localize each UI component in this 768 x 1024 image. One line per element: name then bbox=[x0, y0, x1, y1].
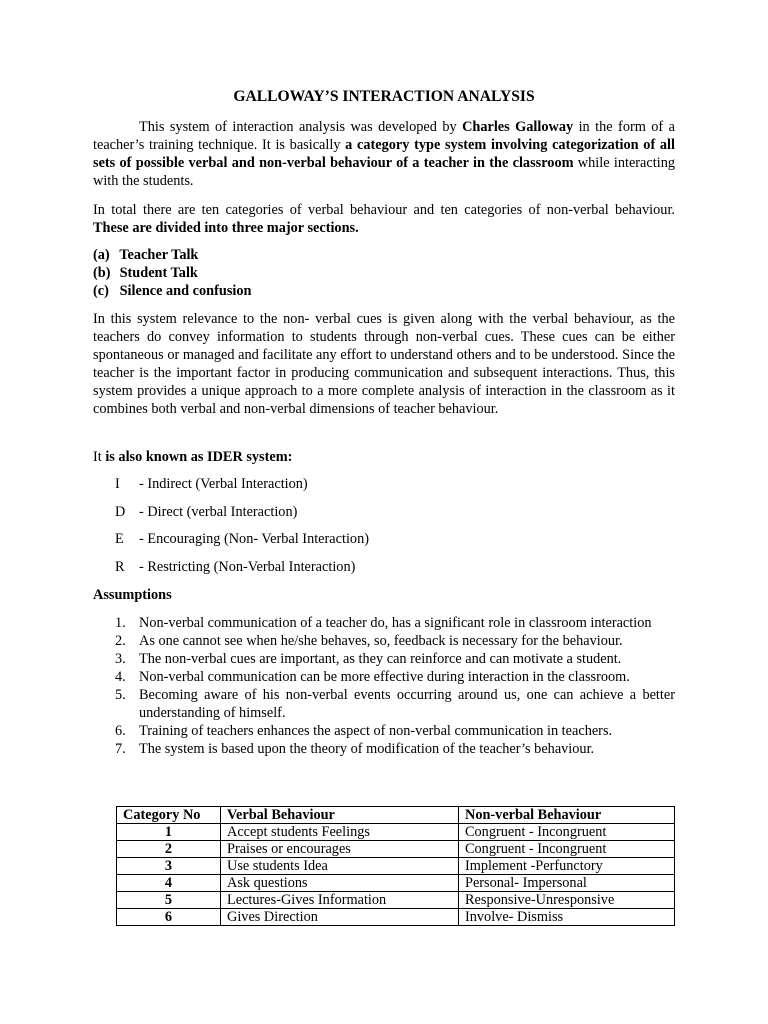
verbal-cell: Praises or encourages bbox=[221, 841, 459, 858]
category-table bbox=[116, 806, 675, 926]
nonverbal-cell: Involve- Dismiss bbox=[459, 909, 675, 926]
assumption-text: As one cannot see when he/she behaves, so, feedback is necessary for the behaviour. bbox=[139, 633, 623, 649]
ider-letter: I bbox=[115, 476, 120, 492]
table-header-row bbox=[117, 807, 675, 824]
ider-intro-plain: It bbox=[93, 449, 106, 465]
table-row bbox=[117, 892, 675, 909]
ider-letter: R bbox=[115, 559, 125, 575]
category-number: 2 bbox=[117, 841, 221, 858]
verbal-cell: Gives Direction bbox=[221, 909, 459, 926]
relevance-paragraph: In this system relevance to the non- verbal cues is given along with the verbal behaviour, as the teachers do convey information to students through non-verbal cues. These cues can be either spontaneous or managed and facilitate any effort to understand others and to be understood. Since the teacher is the important factor in producing communication and subsequent interactions. Thus, this system provides a unique approach to a more complete analysis of interaction in the classroom as it combines both verbal and non-verbal dimensions of teacher behaviour. bbox=[93, 311, 675, 417]
table-row bbox=[117, 858, 675, 875]
category-number: 6 bbox=[117, 909, 221, 926]
verbal-cell: Ask questions bbox=[221, 875, 459, 892]
nonverbal-cell: Personal- Impersonal bbox=[459, 875, 675, 892]
ider-item-restricting bbox=[115, 558, 355, 576]
ider-text: - Encouraging (Non- Verbal Interaction) bbox=[139, 531, 369, 547]
intro-paragraph bbox=[93, 118, 675, 190]
assumption-text: Becoming aware of his non-verbal events occurring around us, one can achieve a better understanding of himself. bbox=[139, 687, 675, 721]
assumption-number: 3. bbox=[115, 651, 126, 667]
assumption-text: Training of teachers enhances the aspect of non-verbal communication in teachers. bbox=[139, 723, 613, 739]
assumption-text: Non-verbal communication of a teacher do, has a significant role in classroom interaction bbox=[139, 615, 652, 631]
sections-list bbox=[93, 246, 675, 300]
section-marker: (b) bbox=[93, 265, 111, 281]
assumption-item bbox=[93, 614, 675, 632]
ider-text: - Indirect (Verbal Interaction) bbox=[139, 476, 308, 492]
assumption-number: 2. bbox=[115, 633, 126, 649]
categories-paragraph bbox=[93, 201, 675, 237]
header-category-no: Category No bbox=[117, 807, 221, 824]
verbal-cell: Lectures-Gives Information bbox=[221, 892, 459, 909]
table-row bbox=[117, 875, 675, 892]
table-row bbox=[117, 824, 675, 841]
ider-letter: E bbox=[115, 531, 124, 547]
categories-text: In total there are ten categories of verbal behaviour and ten categories of non-verbal behaviour. bbox=[93, 202, 675, 218]
assumption-text: The system is based upon the theory of modification of the teacher’s behaviour. bbox=[139, 741, 595, 757]
assumption-item bbox=[93, 740, 675, 758]
header-nonverbal: Non-verbal Behaviour bbox=[459, 807, 675, 824]
assumption-number: 7. bbox=[115, 741, 126, 757]
assumptions-heading: Assumptions bbox=[93, 587, 172, 603]
section-marker: (c) bbox=[93, 283, 109, 299]
nonverbal-cell: Implement -Perfunctory bbox=[459, 858, 675, 875]
nonverbal-cell: Congruent - Incongruent bbox=[459, 841, 675, 858]
ider-intro bbox=[93, 448, 675, 466]
nonverbal-cell: Congruent - Incongruent bbox=[459, 824, 675, 841]
page-title: GALLOWAY’S INTERACTION ANALYSIS bbox=[233, 88, 535, 105]
intro-definition: a category type system involving categorization of all sets of possible verbal and non-verbal behaviour of a teacher in the classroom bbox=[93, 137, 675, 171]
intro-author: Charles Galloway bbox=[462, 119, 574, 135]
assumption-item bbox=[93, 632, 675, 650]
ider-intro-bold: is also known as IDER system: bbox=[105, 449, 293, 465]
nonverbal-cell: Responsive-Unresponsive bbox=[459, 892, 675, 909]
section-label: Student Talk bbox=[119, 265, 198, 281]
assumption-item bbox=[93, 650, 675, 668]
section-label: Teacher Talk bbox=[119, 247, 199, 263]
categories-bold: These are divided into three major sections. bbox=[93, 220, 359, 236]
ider-item-direct bbox=[115, 503, 297, 521]
category-number: 3 bbox=[117, 858, 221, 875]
category-number: 4 bbox=[117, 875, 221, 892]
intro-text-3: while interacting with the students. bbox=[93, 155, 675, 189]
assumption-number: 4. bbox=[115, 669, 126, 685]
ider-text: - Restricting (Non-Verbal Interaction) bbox=[139, 559, 356, 575]
assumption-item bbox=[93, 722, 675, 740]
section-marker: (a) bbox=[93, 247, 110, 263]
section-label: Silence and confusion bbox=[119, 283, 252, 299]
section-item bbox=[93, 264, 675, 282]
intro-text-2: in the form of a teacher’s training technique. It is basically bbox=[93, 119, 675, 153]
ider-text: - Direct (verbal Interaction) bbox=[139, 504, 298, 520]
category-number: 1 bbox=[117, 824, 221, 841]
ider-item-encouraging bbox=[115, 530, 369, 548]
section-item bbox=[93, 282, 675, 300]
section-item bbox=[93, 246, 675, 264]
assumption-item bbox=[93, 668, 675, 686]
table-row bbox=[117, 909, 675, 926]
assumption-text: Non-verbal communication can be more effective during interaction in the classroom. bbox=[139, 669, 630, 685]
header-verbal: Verbal Behaviour bbox=[221, 807, 459, 824]
category-number: 5 bbox=[117, 892, 221, 909]
assumption-number: 6. bbox=[115, 723, 126, 739]
assumption-number: 5. bbox=[115, 687, 126, 703]
verbal-cell: Use students Idea bbox=[221, 858, 459, 875]
assumption-number: 1. bbox=[115, 615, 126, 631]
assumptions-list bbox=[93, 614, 675, 758]
table-row bbox=[117, 841, 675, 858]
ider-letter: D bbox=[115, 504, 126, 520]
assumption-text: The non-verbal cues are important, as they can reinforce and can motivate a student. bbox=[139, 651, 622, 667]
intro-text-1: This system of interaction analysis was developed by bbox=[139, 119, 463, 135]
assumption-item bbox=[93, 686, 675, 722]
verbal-cell: Accept students Feelings bbox=[221, 824, 459, 841]
ider-item-indirect bbox=[115, 475, 308, 493]
